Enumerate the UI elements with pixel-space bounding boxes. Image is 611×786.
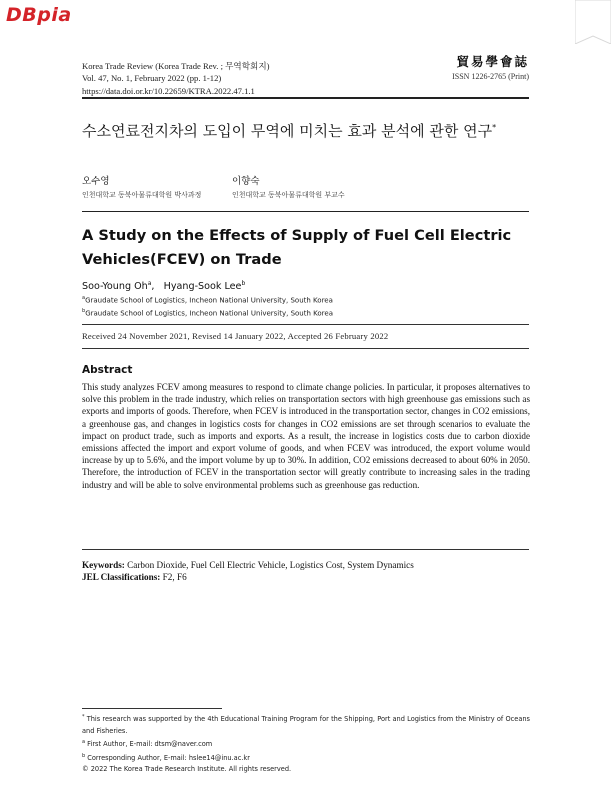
- footnote-copyright: [82, 764, 530, 775]
- jel-label: JEL Classifications:: [82, 572, 161, 583]
- footnote-corresponding-mark: b: [82, 752, 86, 759]
- page-fold-icon: [575, 0, 611, 44]
- korean-author-1: 오수영: [82, 176, 110, 187]
- footnote-first-author-mark: a: [82, 739, 86, 745]
- english-authors: [82, 280, 245, 292]
- keywords-line: [82, 559, 530, 571]
- header-rule: [82, 97, 529, 99]
- affiliation-b-text: Graudate School of Logistics, Incheon National University, South Korea: [85, 309, 333, 318]
- footnote-funding-text: This research was supported by the 4th Educational Training Program for the Shipping, Port and Logistics from the Ministry of Oceans and Fisheries.: [82, 715, 530, 735]
- footnote-funding: [82, 712, 530, 737]
- korean-affiliation-1: 인천대학교 동북아물류대학원 박사과정: [82, 191, 202, 199]
- jel-line: [82, 571, 530, 583]
- abstract-text: This study analyzes FCEV among measures to respond to climate change policies. In particular, it proposes alternatives to solve this problem in the trade industry, which relies on transportation sectors with high greenhouse gas emissions such as exports and imports of goods. Therefore, when FCEV is introduced in the transportation sector, changes in CO2 emissions, a greenhouse gas, and changes in logistics costs for changes in CO2 emissions are set through scenarios to evaluate the impact on product trade, such as imports and exports. As a result, the increase in logistics costs due to carbon dioxide emissions affected the import and export volume of goods, and when FCEV was introduced, the export volume would increase by up to 5.6%, and the import volume by up to 30%. In addition, CO2 emissions decreased to about 60% in 2050. Therefore, the introduction of FCEV in the transportation sector will greatly contribute to increasing sales in the trading industry and will be able to solve environmental problems such as greenhouse gas reduction.: [82, 382, 530, 490]
- affiliation-a-mark: a: [82, 295, 86, 301]
- author-2-mark: b: [241, 280, 246, 287]
- korean-author-2: 이향숙: [232, 176, 260, 187]
- received-dates: Received 24 November 2021, Revised 14 January 2022, Accepted 26 February 2022: [82, 331, 389, 341]
- doi-link[interactable]: https://data.doi.or.kr/10.22659/KTRA.2022.47.1.1: [82, 85, 255, 96]
- author-1-mark: a: [147, 280, 152, 287]
- korean-title: [82, 116, 530, 143]
- keywords-text: Carbon Dioxide, Fuel Cell Electric Vehicle, Logistics Cost, System Dynamics: [124, 560, 414, 570]
- english-affiliation-b: [82, 308, 333, 317]
- abstract-heading: Abstract: [82, 364, 133, 376]
- footnote-first-author-text: First Author, E-mail: dtsm@naver.com: [85, 740, 213, 749]
- korean-affiliation-2: 인천대학교 동북아물류대학원 부교수: [232, 191, 345, 199]
- author-separator: ,: [151, 281, 155, 293]
- title-divider: [82, 211, 529, 212]
- abstract-rule: [82, 549, 529, 550]
- keywords-label: Keywords:: [82, 560, 125, 570]
- received-rule-bottom: [82, 348, 529, 349]
- author-1-name: Soo-Young Oh: [82, 281, 148, 293]
- korean-title-mark: *: [492, 123, 497, 132]
- received-rule-top: [82, 324, 529, 325]
- journal-citation: [82, 60, 270, 97]
- affiliation-b-mark: b: [82, 308, 86, 314]
- footnote-rule: [82, 708, 222, 709]
- copyright-icon: ©: [82, 765, 89, 774]
- keywords-block: [82, 559, 530, 584]
- journal-seal: 貿易學會誌: [456, 54, 529, 69]
- english-title: A Study on the Effects of Supply of Fuel Cell Electric Vehicles(FCEV) on Trade: [82, 227, 512, 268]
- korean-title-text: 수소연료전지차의 도입이 무역에 미치는 효과 분석에 관한 연구: [82, 122, 493, 140]
- jel-text: F2, F6: [160, 572, 187, 583]
- english-affiliation-a: [82, 295, 333, 304]
- affiliation-a-text: Graudate School of Logistics, Incheon National University, South Korea: [85, 296, 333, 305]
- journal-seal-block: [452, 52, 529, 81]
- footnote-corresponding-text: Corresponding Author, E-mail: hslee14@inu.ac.kr: [85, 753, 250, 762]
- footnote-first-author: [82, 737, 530, 751]
- journal-name: Korea Trade Review (Korea Trade Rev. ; 무역학회지): [82, 61, 270, 71]
- footnote-funding-mark: *: [82, 714, 85, 720]
- footnote-copyright-text: 2022 The Korea Trade Research Institute. All rights reserved.: [88, 765, 292, 774]
- dbpia-logo: DBpia: [6, 4, 72, 26]
- journal-volume: Vol. 47, No. 1, February 2022 (pp. 1-12): [82, 73, 222, 84]
- footnote-corresponding-author: [82, 751, 530, 765]
- footnotes: [82, 712, 530, 776]
- issn: ISSN 1226-2765 (Print): [452, 72, 529, 81]
- author-2-name: Hyang-Sook Lee: [163, 281, 242, 293]
